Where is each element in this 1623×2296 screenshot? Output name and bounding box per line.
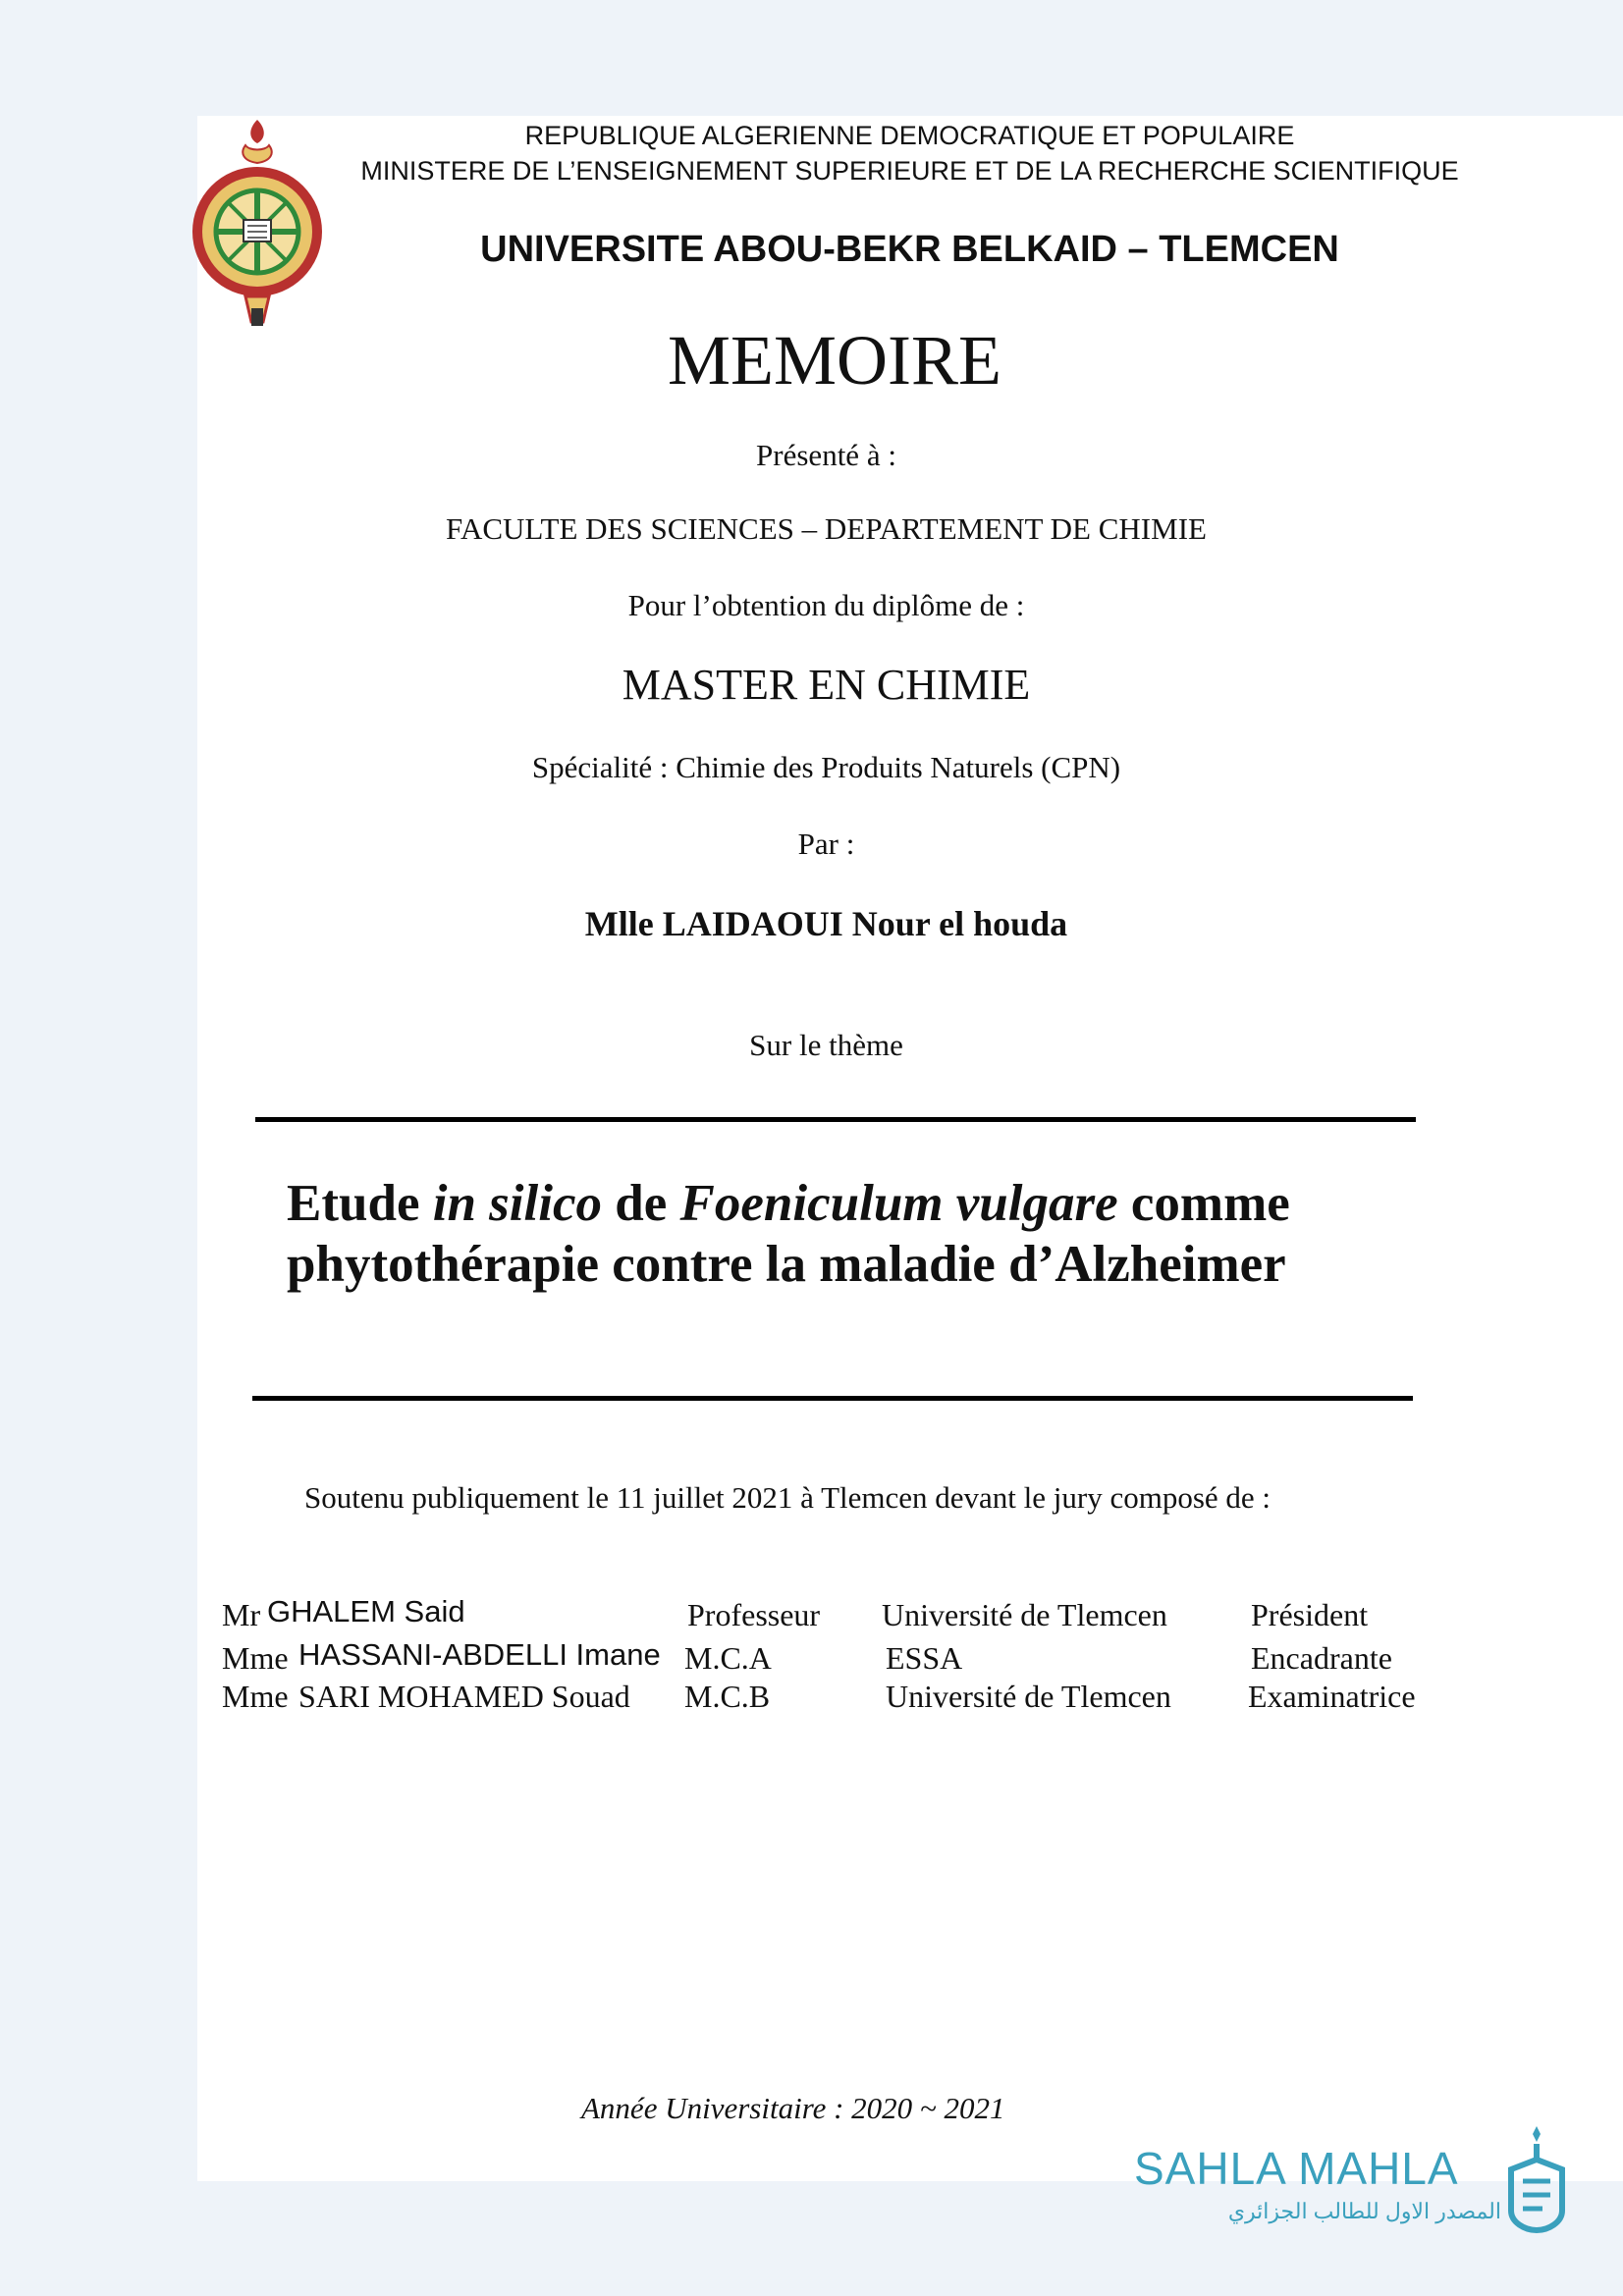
title-part1: Etude <box>287 1175 433 1232</box>
jury-member-institution: Université de Tlemcen <box>882 1597 1167 1632</box>
defense-line: Soutenu publiquement le 11 juillet 2021 à Tlemcen devant le jury composé de : <box>304 1480 1271 1515</box>
speciality: Spécialité : Chimie des Produits Naturels (CPN) <box>531 750 1121 784</box>
title-rule-top <box>255 1117 1416 1122</box>
theme-intro: Sur le thème <box>749 1028 903 1062</box>
document-type: MEMOIRE <box>668 321 1001 400</box>
document-page <box>197 116 1623 2181</box>
jury-member-title: Mme <box>222 1679 289 1714</box>
title-part3: de <box>602 1175 680 1232</box>
header <box>0 118 1623 188</box>
thesis-title <box>287 1173 1416 1295</box>
author: Mlle LAIDAOUI Nour el houda <box>584 904 1068 943</box>
jury-member-institution: ESSA <box>886 1640 963 1676</box>
academic-year: Année Universitaire : 2020 ~ 2021 <box>581 2091 1005 2125</box>
jury-member-grade: M.C.A <box>684 1640 772 1676</box>
diploma-intro: Pour l’obtention du diplôme de : <box>627 588 1025 622</box>
jury-member-role: Encadrante <box>1251 1640 1392 1676</box>
title-rule-bottom <box>252 1396 1413 1401</box>
sahla-mahla-logo-icon <box>1497 2120 1576 2238</box>
jury-member-title: Mme <box>222 1640 289 1676</box>
title-part4: Foeniculum vulgare <box>679 1175 1118 1232</box>
presented-to: Présenté à : <box>756 438 896 472</box>
thesis-title-line2: phytothérapie contre la maladie d’Alzheimer <box>287 1236 1286 1293</box>
jury-member-institution: Université de Tlemcen <box>886 1679 1171 1714</box>
sahla-mahla-watermark <box>1134 2120 1576 2238</box>
ministry-line: MINISTERE DE L’ENSEIGNEMENT SUPERIEURE ET DE LA RECHERCHE SCIENTIFIQUE <box>360 156 1459 186</box>
diploma: MASTER EN CHIMIE <box>622 661 1031 709</box>
jury-member-name: HASSANI-ABDELLI Imane <box>298 1637 661 1672</box>
faculty: FACULTE DES SCIENCES – DEPARTEMENT DE CHIMIE <box>446 511 1207 546</box>
university-name: UNIVERSITE ABOU-BEKR BELKAID – TLEMCEN <box>480 229 1339 270</box>
jury-member-grade: M.C.B <box>684 1679 771 1714</box>
by-label: Par : <box>797 827 855 861</box>
watermark-brand: SAHLA MAHLA <box>1134 2143 1459 2194</box>
jury-member-grade: Professeur <box>687 1597 821 1632</box>
title-part2: in silico <box>432 1175 603 1232</box>
title-part5: comme <box>1117 1175 1290 1232</box>
jury-member-title: Mr <box>222 1597 261 1632</box>
thesis-title-line1 <box>287 1173 1416 1234</box>
watermark-tagline: المصدر الاول للطالب الجزائري <box>1227 2199 1501 2223</box>
jury-member-role: Président <box>1251 1597 1369 1632</box>
jury-member-name: GHALEM Said <box>267 1594 465 1629</box>
republic-line: REPUBLIQUE ALGERIENNE DEMOCRATIQUE ET POPULAIRE <box>524 121 1295 150</box>
jury-member-name: SARI MOHAMED Souad <box>298 1679 630 1714</box>
jury-member-role: Examinatrice <box>1248 1679 1416 1714</box>
